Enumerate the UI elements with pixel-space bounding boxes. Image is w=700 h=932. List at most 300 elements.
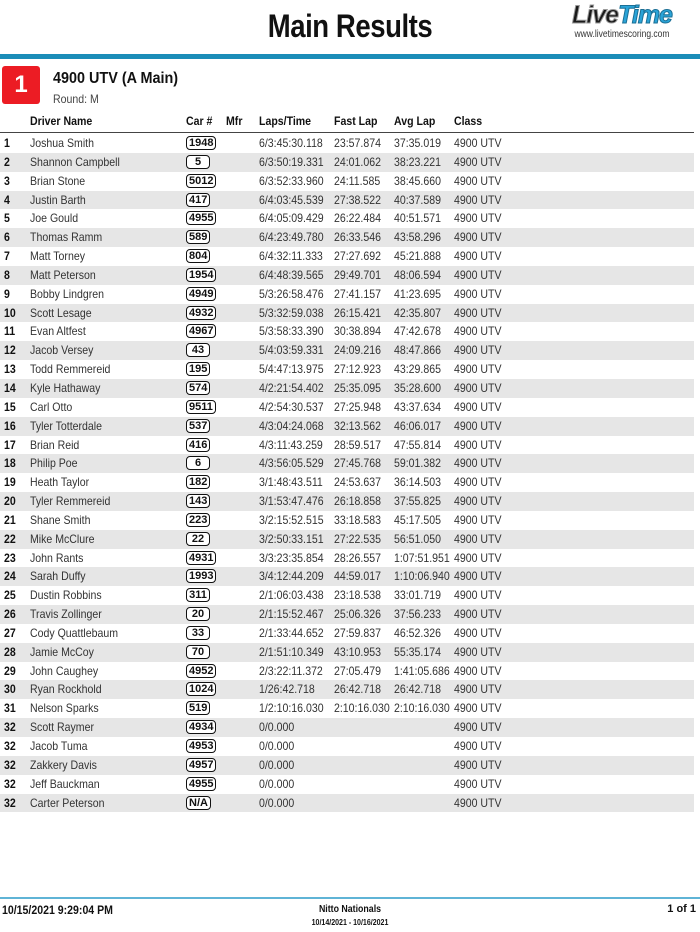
position-cell: 10 <box>4 305 16 320</box>
table-row <box>0 643 694 662</box>
class-cell: 4900 UTV <box>454 475 502 490</box>
avg-lap-cell: 43:29.865 <box>394 362 441 377</box>
position-cell: 15 <box>4 399 16 414</box>
avg-lap-cell: 1:41:05.686 <box>394 663 450 678</box>
laps-time-cell: 0/0.000 <box>259 757 295 772</box>
car-number-plate: 4949 <box>186 287 216 301</box>
class-cell: 4900 UTV <box>454 286 502 301</box>
driver-name-cell: Jamie McCoy <box>30 644 94 659</box>
driver-name-cell: Evan Altfest <box>30 324 86 339</box>
driver-name-cell: Dustin Robbins <box>30 588 102 603</box>
position-cell: 4 <box>4 192 10 207</box>
driver-name-cell: John Caughey <box>30 663 99 678</box>
car-number-plate: 9511 <box>186 400 216 414</box>
car-number-cell <box>186 249 210 263</box>
driver-name-cell: Brian Reid <box>30 437 80 452</box>
position-cell: 23 <box>4 550 16 565</box>
class-cell: 4900 UTV <box>454 625 502 640</box>
car-number-plate: 1954 <box>186 268 216 282</box>
class-cell: 4900 UTV <box>454 192 502 207</box>
table-row <box>0 662 694 681</box>
class-cell: 4900 UTV <box>454 399 502 414</box>
fast-lap-cell: 27:59.837 <box>334 625 381 640</box>
avg-lap-cell: 55:35.174 <box>394 644 441 659</box>
car-number-cell <box>186 777 216 791</box>
laps-time-cell: 5/4:47:13.975 <box>259 362 324 377</box>
laps-time-cell: 4/3:56:05.529 <box>259 456 324 471</box>
col-car-number: Car # <box>186 114 213 128</box>
position-cell: 32 <box>4 776 16 791</box>
car-number-cell <box>186 362 210 376</box>
car-number-plate: 1948 <box>186 136 216 150</box>
laps-time-cell: 4/3:04:24.068 <box>259 418 324 433</box>
table-row <box>0 322 694 341</box>
table-row <box>0 775 694 794</box>
car-number-cell <box>186 475 210 489</box>
car-number-cell <box>186 306 216 320</box>
livetime-logo <box>552 2 692 40</box>
race-title: 4900 UTV (A Main) <box>53 70 179 87</box>
car-number-plate: 143 <box>186 494 210 508</box>
class-cell: 4900 UTV <box>454 644 502 659</box>
car-number-plate: 4955 <box>186 211 216 225</box>
class-cell: 4900 UTV <box>454 512 502 527</box>
laps-time-cell: 2/1:15:52.467 <box>259 607 324 622</box>
table-row <box>0 436 694 455</box>
fast-lap-cell: 26:33.546 <box>334 230 381 245</box>
class-cell: 4900 UTV <box>454 663 502 678</box>
class-cell: 4900 UTV <box>454 776 502 791</box>
avg-lap-cell: 41:23.695 <box>394 286 441 301</box>
fast-lap-cell: 27:12.923 <box>334 362 381 377</box>
table-row <box>0 605 694 624</box>
fast-lap-cell: 32:13.562 <box>334 418 381 433</box>
driver-name-cell: Scott Raymer <box>30 720 94 735</box>
laps-time-cell: 5/3:26:58.476 <box>259 286 324 301</box>
car-number-cell <box>186 532 210 546</box>
position-cell: 12 <box>4 343 16 358</box>
car-number-plate: 416 <box>186 438 210 452</box>
driver-name-cell: Bobby Lindgren <box>30 286 104 301</box>
header-divider <box>0 54 700 59</box>
position-cell: 32 <box>4 757 16 772</box>
fast-lap-cell: 24:53.637 <box>334 475 381 490</box>
class-cell: 4900 UTV <box>454 701 502 716</box>
driver-name-cell: John Rants <box>30 550 84 565</box>
position-cell: 6 <box>4 230 10 245</box>
car-number-cell <box>186 626 210 640</box>
fast-lap-cell: 44:59.017 <box>334 569 381 584</box>
position-cell: 32 <box>4 739 16 753</box>
position-cell: 25 <box>4 588 16 603</box>
laps-time-cell: 6/4:48:39.565 <box>259 267 324 282</box>
avg-lap-cell: 56:51.050 <box>394 531 441 546</box>
table-row <box>0 454 694 473</box>
table-row <box>0 492 694 511</box>
fast-lap-cell: 26:22.484 <box>334 211 381 226</box>
class-cell: 4900 UTV <box>454 211 502 226</box>
driver-name-cell: Tyler Totterdale <box>30 418 103 433</box>
driver-name-cell: Kyle Hathaway <box>30 380 101 395</box>
table-row <box>0 191 694 210</box>
fast-lap-cell: 29:49.701 <box>334 267 381 282</box>
position-cell: 31 <box>4 701 16 716</box>
car-number-cell <box>186 438 210 452</box>
class-cell: 4900 UTV <box>454 607 502 622</box>
laps-time-cell: 6/4:03:45.539 <box>259 192 324 207</box>
driver-name-cell: Matt Torney <box>30 249 85 264</box>
page-number: 1 of 1 <box>667 903 696 915</box>
car-number-cell <box>186 155 210 169</box>
class-cell: 4900 UTV <box>454 456 502 471</box>
car-number-plate: 1993 <box>186 569 216 583</box>
print-timestamp: 10/15/2021 9:29:04 PM <box>2 903 113 917</box>
laps-time-cell: 6/4:05:09.429 <box>259 211 324 226</box>
fast-lap-cell: 26:18.858 <box>334 494 381 509</box>
laps-time-cell: 0/0.000 <box>259 739 295 753</box>
table-row <box>0 285 694 304</box>
laps-time-cell: 3/3:23:35.854 <box>259 550 324 565</box>
table-row <box>0 756 694 775</box>
driver-name-cell: Carl Otto <box>30 399 73 414</box>
fast-lap-cell: 27:22.535 <box>334 531 381 546</box>
laps-time-cell: 0/0.000 <box>259 795 295 810</box>
results-table <box>0 134 694 812</box>
position-cell: 13 <box>4 362 16 377</box>
position-cell: 8 <box>4 267 10 282</box>
avg-lap-cell: 59:01.382 <box>394 456 441 471</box>
driver-name-cell: Joe Gould <box>30 211 79 226</box>
fast-lap-cell: 28:26.557 <box>334 550 381 565</box>
class-cell: 4900 UTV <box>454 682 502 697</box>
col-mfr: Mfr <box>226 114 243 128</box>
car-number-plate: 574 <box>186 381 210 395</box>
car-number-cell <box>186 682 216 696</box>
position-cell: 17 <box>4 437 16 452</box>
class-cell: 4900 UTV <box>454 136 502 150</box>
event-dates: 10/14/2021 - 10/16/2021 <box>311 918 389 927</box>
car-number-cell <box>186 456 210 470</box>
position-cell: 9 <box>4 286 10 301</box>
laps-time-cell: 0/0.000 <box>259 720 295 735</box>
laps-time-cell: 4/2:21:54.402 <box>259 380 324 395</box>
table-row <box>0 511 694 530</box>
car-number-cell <box>186 136 216 150</box>
driver-name-cell: Nelson Sparks <box>30 701 99 716</box>
laps-time-cell: 2/1:33:44.652 <box>259 625 324 640</box>
position-cell: 29 <box>4 663 16 678</box>
position-cell: 27 <box>4 625 16 640</box>
class-cell: 4900 UTV <box>454 305 502 320</box>
car-number-cell <box>186 758 216 772</box>
driver-name-cell: Joshua Smith <box>30 136 94 150</box>
col-fast-lap: Fast Lap <box>334 114 378 128</box>
class-cell: 4900 UTV <box>454 173 502 188</box>
car-number-plate: 182 <box>186 475 210 489</box>
driver-name-cell: Todd Remmereid <box>30 362 111 377</box>
table-row <box>0 680 694 699</box>
fast-lap-cell: 27:45.768 <box>334 456 381 471</box>
car-number-cell <box>186 513 210 527</box>
avg-lap-cell: 46:06.017 <box>394 418 441 433</box>
car-number-cell <box>186 211 216 225</box>
car-number-plate: 1024 <box>186 682 216 696</box>
table-row <box>0 624 694 643</box>
position-cell: 1 <box>4 136 10 150</box>
car-number-plate: 4967 <box>186 324 216 338</box>
car-number-plate: 223 <box>186 513 210 527</box>
car-number-cell <box>186 343 210 357</box>
avg-lap-cell: 42:35.807 <box>394 305 441 320</box>
car-number-cell <box>186 324 216 338</box>
class-cell: 4900 UTV <box>454 795 502 810</box>
table-row <box>0 379 694 398</box>
car-number-cell <box>186 588 210 602</box>
table-row <box>0 530 694 549</box>
avg-lap-cell: 48:06.594 <box>394 267 441 282</box>
fast-lap-cell: 30:38.894 <box>334 324 381 339</box>
avg-lap-cell: 40:51.571 <box>394 211 441 226</box>
event-info <box>0 904 700 927</box>
footer-divider <box>0 897 700 899</box>
table-row <box>0 718 694 737</box>
position-cell: 20 <box>4 494 16 509</box>
class-cell: 4900 UTV <box>454 739 502 753</box>
position-cell: 24 <box>4 569 16 584</box>
avg-lap-cell: 37:35.019 <box>394 136 441 150</box>
position-cell: 2 <box>4 154 10 169</box>
class-cell: 4900 UTV <box>454 249 502 264</box>
car-number-plate: 4931 <box>186 551 216 565</box>
driver-name-cell: Scott Lesage <box>30 305 92 320</box>
laps-time-cell: 4/3:11:43.259 <box>259 437 323 452</box>
driver-name-cell: Brian Stone <box>30 173 86 188</box>
car-number-plate: 4934 <box>186 720 216 734</box>
table-row <box>0 360 694 379</box>
fast-lap-cell: 27:27.692 <box>334 249 381 264</box>
table-row <box>0 266 694 285</box>
avg-lap-cell: 43:58.296 <box>394 230 441 245</box>
fast-lap-cell: 27:05.479 <box>334 663 381 678</box>
car-number-plate: 5012 <box>186 174 216 188</box>
car-number-plate: 537 <box>186 419 210 433</box>
car-number-cell <box>186 701 210 715</box>
car-number-cell <box>186 193 210 207</box>
fast-lap-cell: 24:01.062 <box>334 154 381 169</box>
class-cell: 4900 UTV <box>454 757 502 772</box>
laps-time-cell: 3/2:15:52.515 <box>259 512 324 527</box>
position-cell: 3 <box>4 173 10 188</box>
race-round: Round: M <box>53 92 99 106</box>
race-number-badge: 1 <box>2 66 40 104</box>
position-cell: 5 <box>4 211 10 226</box>
laps-time-cell: 6/4:32:11.333 <box>259 249 323 264</box>
car-number-cell <box>186 400 216 414</box>
fast-lap-cell: 26:42.718 <box>334 682 381 697</box>
driver-name-cell: Cody Quattlebaum <box>30 625 119 640</box>
class-cell: 4900 UTV <box>454 343 502 358</box>
car-number-plate: 33 <box>186 626 210 640</box>
laps-time-cell: 2/1:51:10.349 <box>259 644 324 659</box>
driver-name-cell: Sarah Duffy <box>30 569 86 584</box>
fast-lap-cell: 23:57.874 <box>334 136 381 150</box>
laps-time-cell: 6/3:50:19.331 <box>259 154 324 169</box>
position-cell: 32 <box>4 795 16 810</box>
car-number-cell <box>186 287 216 301</box>
logo-wordmark <box>552 2 692 28</box>
table-row <box>0 549 694 568</box>
avg-lap-cell: 35:28.600 <box>394 380 441 395</box>
fast-lap-cell: 24:09.216 <box>334 343 381 358</box>
col-class: Class <box>454 114 483 128</box>
table-row <box>0 304 694 323</box>
table-row <box>0 398 694 417</box>
avg-lap-cell: 40:37.589 <box>394 192 441 207</box>
table-row <box>0 228 694 247</box>
car-number-plate: 589 <box>186 230 210 244</box>
fast-lap-cell: 24:11.585 <box>334 173 381 188</box>
driver-name-cell: Tyler Remmereid <box>30 494 111 509</box>
table-row <box>0 247 694 266</box>
driver-name-cell: Shannon Campbell <box>30 154 120 169</box>
class-cell: 4900 UTV <box>454 324 502 339</box>
fast-lap-cell: 23:18.538 <box>334 588 381 603</box>
col-avg-lap: Avg Lap <box>394 114 436 128</box>
col-driver-name: Driver Name <box>30 114 93 128</box>
car-number-plate: N/A <box>186 796 211 810</box>
position-cell: 7 <box>4 249 10 264</box>
car-number-plate: 417 <box>186 193 210 207</box>
driver-name-cell: Shane Smith <box>30 512 91 527</box>
car-number-plate: 195 <box>186 362 210 376</box>
avg-lap-cell: 45:21.888 <box>394 249 441 264</box>
avg-lap-cell: 43:37.634 <box>394 399 441 414</box>
fast-lap-cell: 27:38.522 <box>334 192 381 207</box>
driver-name-cell: Thomas Ramm <box>30 230 103 245</box>
car-number-plate: 311 <box>186 588 210 602</box>
car-number-plate: 6 <box>186 456 210 470</box>
event-name: Nitto Nationals <box>318 904 382 915</box>
table-row <box>0 586 694 605</box>
table-row <box>0 172 694 191</box>
table-row <box>0 153 694 172</box>
table-row <box>0 134 694 153</box>
driver-name-cell: Jacob Tuma <box>30 739 88 753</box>
class-cell: 4900 UTV <box>454 550 502 565</box>
laps-time-cell: 6/4:23:49.780 <box>259 230 324 245</box>
table-row <box>0 473 694 492</box>
position-cell: 18 <box>4 456 16 471</box>
car-number-plate: 519 <box>186 701 210 715</box>
car-number-cell <box>186 739 216 753</box>
driver-name-cell: Jacob Versey <box>30 343 94 358</box>
laps-time-cell: 0/0.000 <box>259 776 295 791</box>
col-laps-time: Laps/Time <box>259 114 312 128</box>
car-number-plate: 22 <box>186 532 210 546</box>
car-number-plate: 804 <box>186 249 210 263</box>
position-cell: 22 <box>4 531 16 546</box>
fast-lap-cell: 43:10.953 <box>334 644 381 659</box>
position-cell: 14 <box>4 380 16 395</box>
table-row <box>0 567 694 586</box>
car-number-cell <box>186 569 216 583</box>
car-number-plate: 70 <box>186 645 210 659</box>
page-title: Main Results <box>267 8 433 44</box>
driver-name-cell: Ryan Rockhold <box>30 682 102 697</box>
driver-name-cell: Jeff Bauckman <box>30 776 100 791</box>
laps-time-cell: 3/1:48:43.511 <box>259 475 323 490</box>
laps-time-cell: 3/2:50:33.151 <box>259 531 324 546</box>
laps-time-cell: 4/2:54:30.537 <box>259 399 324 414</box>
fast-lap-cell: 33:18.583 <box>334 512 381 527</box>
position-cell: 16 <box>4 418 16 433</box>
laps-time-cell: 2/3:22:11.372 <box>259 663 323 678</box>
laps-time-cell: 1/2:10:16.030 <box>259 701 324 716</box>
class-cell: 4900 UTV <box>454 230 502 245</box>
car-number-cell <box>186 174 216 188</box>
laps-time-cell: 2/1:06:03.438 <box>259 588 324 603</box>
car-number-plate: 43 <box>186 343 210 357</box>
avg-lap-cell: 36:14.503 <box>394 475 441 490</box>
class-cell: 4900 UTV <box>454 588 502 603</box>
fast-lap-cell: 28:59.517 <box>334 437 381 452</box>
position-cell: 26 <box>4 607 16 622</box>
class-cell: 4900 UTV <box>454 437 502 452</box>
car-number-cell <box>186 664 216 678</box>
avg-lap-cell: 2:10:16.030 <box>394 701 450 716</box>
driver-name-cell: Carter Peterson <box>30 795 105 810</box>
class-cell: 4900 UTV <box>454 569 502 584</box>
laps-time-cell: 6/3:52:33.960 <box>259 173 324 188</box>
table-row <box>0 737 694 756</box>
table-header <box>0 114 694 133</box>
avg-lap-cell: 1:10:06.940 <box>394 569 450 584</box>
logo-live: Live <box>572 1 619 29</box>
position-cell: 11 <box>4 324 16 339</box>
driver-name-cell: Zakkery Davis <box>30 757 97 772</box>
avg-lap-cell: 46:52.326 <box>394 625 441 640</box>
avg-lap-cell: 33:01.719 <box>394 588 441 603</box>
car-number-cell <box>186 607 210 621</box>
position-cell: 19 <box>4 475 16 490</box>
table-row <box>0 341 694 360</box>
car-number-cell <box>186 419 210 433</box>
car-number-plate: 5 <box>186 155 210 169</box>
logo-url: www.livetimescoring.com <box>574 29 670 40</box>
driver-name-cell: Mike McClure <box>30 531 95 546</box>
driver-name-cell: Matt Peterson <box>30 267 96 282</box>
class-cell: 4900 UTV <box>454 418 502 433</box>
laps-time-cell: 1/26:42.718 <box>259 682 315 697</box>
class-cell: 4900 UTV <box>454 720 502 735</box>
class-cell: 4900 UTV <box>454 494 502 509</box>
car-number-cell <box>186 494 210 508</box>
table-row <box>0 699 694 718</box>
car-number-plate: 4932 <box>186 306 216 320</box>
laps-time-cell: 6/3:45:30.118 <box>259 136 323 150</box>
fast-lap-cell: 26:15.421 <box>334 305 381 320</box>
avg-lap-cell: 48:47.866 <box>394 343 441 358</box>
driver-name-cell: Heath Taylor <box>30 475 90 490</box>
car-number-plate: 4957 <box>186 758 216 772</box>
laps-time-cell: 3/4:12:44.209 <box>259 569 324 584</box>
fast-lap-cell: 2:10:16.030 <box>334 701 390 716</box>
class-cell: 4900 UTV <box>454 267 502 282</box>
driver-name-cell: Philip Poe <box>30 456 78 471</box>
laps-time-cell: 5/3:32:59.038 <box>259 305 324 320</box>
class-cell: 4900 UTV <box>454 380 502 395</box>
driver-name-cell: Justin Barth <box>30 192 86 207</box>
